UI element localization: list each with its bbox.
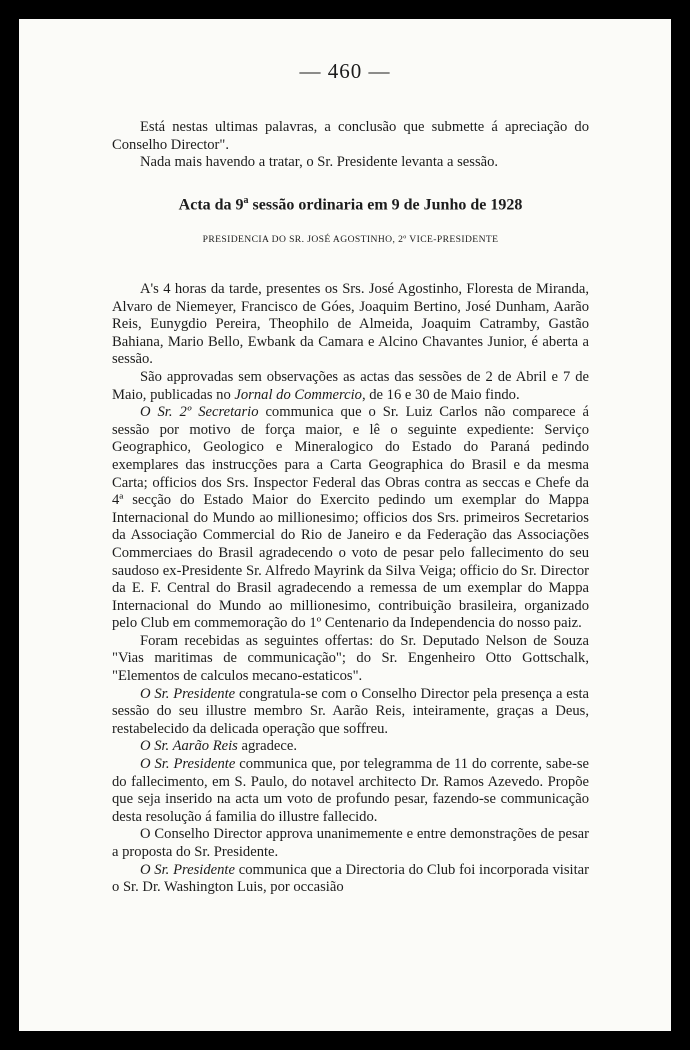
paragraph-correspondence-text: communica que o Sr. Luiz Carlos não comparece á sessão por motivo de força maior, e lê o seguinte expediente: Serviço Geographico, Geologico e Mineralogico do Estado do Paraná pedindo exemplares das instrucções para a Carta Geographica do Brasil e da mesma Carta; officios dos Srs. Inspector Federal das Obras contra as seccas e Chefe da 4ª secção do Estado Maior do Exercito pedindo um exemplar do Mappa Internacional do Mundo ao millionesimo; officios dos Srs. primeiros Secretarios da Associação Commercial do Rio de Janeiro e da Federação das Associações Commerciaes do Brasil agradecendo o voto de pesar pelo fallecimento do seu saudoso ex-Presidente Sr. Alfredo Mayrink da Silva Veiga; officio do Sr. Director da E. F. Central do Brasil agradecendo a remessa de um exemplar do Mappa Internacional do Mundo ao millionesimo, contribuição brasileira, organizado pelo Club em commemoração do 1º Centenario da Independencia do nosso paiz. <box>112 404 589 632</box>
intro-paragraph-1: Está nestas ultimas palavras, a conclusão que submette á apreciação do Conselho Director". <box>112 119 589 153</box>
paragraph-offerings: Foram recebidas as seguintes offertas: do Sr. Deputado Nelson de Souza "Vias maritimas de communicação"; do Sr. Engenheiro Otto Gottschalk, "Elementos de calculos mecano-estaticos". <box>112 632 589 685</box>
paragraph-condolence-text: communica que, por telegramma de 11 do corrente, sabe-se do fallecimento, em S. Paulo, do notavel architecto Dr. Ramos Azevedo. Propõe que seja inserido na acta um voto de profundo pesar, fazendo-se communicação desta resolução á familia do illustre fallecido. <box>112 756 589 825</box>
paragraph-approval <box>112 369 589 404</box>
page-number: — 460 — <box>299 59 391 83</box>
speaker-president: O Sr. Presidente <box>140 861 235 878</box>
speaker-aarao-reis: O Sr. Aarão Reis <box>140 738 238 755</box>
minutes-title <box>112 195 589 214</box>
newspaper-title: Jornal do Commercio <box>234 386 362 403</box>
paragraph-visit-text: communica que a Directoria do Club foi incorporada visitar o Sr. Dr. Washington Luis, por occasião <box>112 861 589 896</box>
minutes-title-suffix: sessão ordinaria em 9 de Junho de 1928 <box>248 196 523 214</box>
paragraph-condolence <box>112 756 589 826</box>
paragraph-thanks <box>112 738 589 756</box>
paragraph-approval-end: , de 16 e 30 de Maio findo. <box>361 386 520 403</box>
presidency-line: PRESIDENCIA DO SR. JOSÉ AGOSTINHO, 2º VICE-PRESIDENTE <box>202 234 499 245</box>
document-page <box>19 19 671 1031</box>
paragraph-approval-vote: O Conselho Director approva unanimemente e entre demonstrações de pesar a proposta do Sr. Presidente. <box>112 826 589 860</box>
paragraph-correspondence <box>112 404 589 633</box>
speaker-secretary: O Sr. 2º Secretario <box>140 404 259 421</box>
paragraph-thanks-text: agradece. <box>237 738 297 755</box>
paragraph-approval-text: São approvadas sem observações as actas das sessões de 2 de Abril e 7 de Maio, publicadas no <box>112 368 589 403</box>
paragraph-attendance: A's 4 horas da tarde, presentes os Srs. José Agostinho, Floresta de Miranda, Alvaro de Niemeyer, Francisco de Góes, Joaquim Bertino, José Dunham, Aarão Reis, Eunygdio Pereira, Theophilo de Almeida, Joaquim Catramby, Gastão Bahiana, Mario Bello, Ewbank da Camara e Alcino Chavantes Junior, é aberta a sessão. <box>112 281 589 368</box>
paragraph-visit <box>112 862 589 897</box>
minutes-body <box>112 281 589 897</box>
minutes-title-prefix: Acta da 9 <box>178 196 244 214</box>
intro-section <box>112 119 589 172</box>
paragraph-congratulations <box>112 686 589 739</box>
speaker-president: O Sr. Presidente <box>140 685 236 702</box>
speaker-president: O Sr. Presidente <box>140 756 236 773</box>
intro-paragraph-2: Nada mais havendo a tratar, o Sr. Presidente levanta a sessão. <box>140 154 499 171</box>
paragraph-congratulations-text: congratula-se com o Conselho Director pela presença a esta sessão do seu illustre membro Sr. Aarão Reis, inteiramente, graças a Deus, restabelecido da delicada operação que soffreu. <box>112 685 589 737</box>
minutes-title-ordinal: a <box>243 195 249 206</box>
